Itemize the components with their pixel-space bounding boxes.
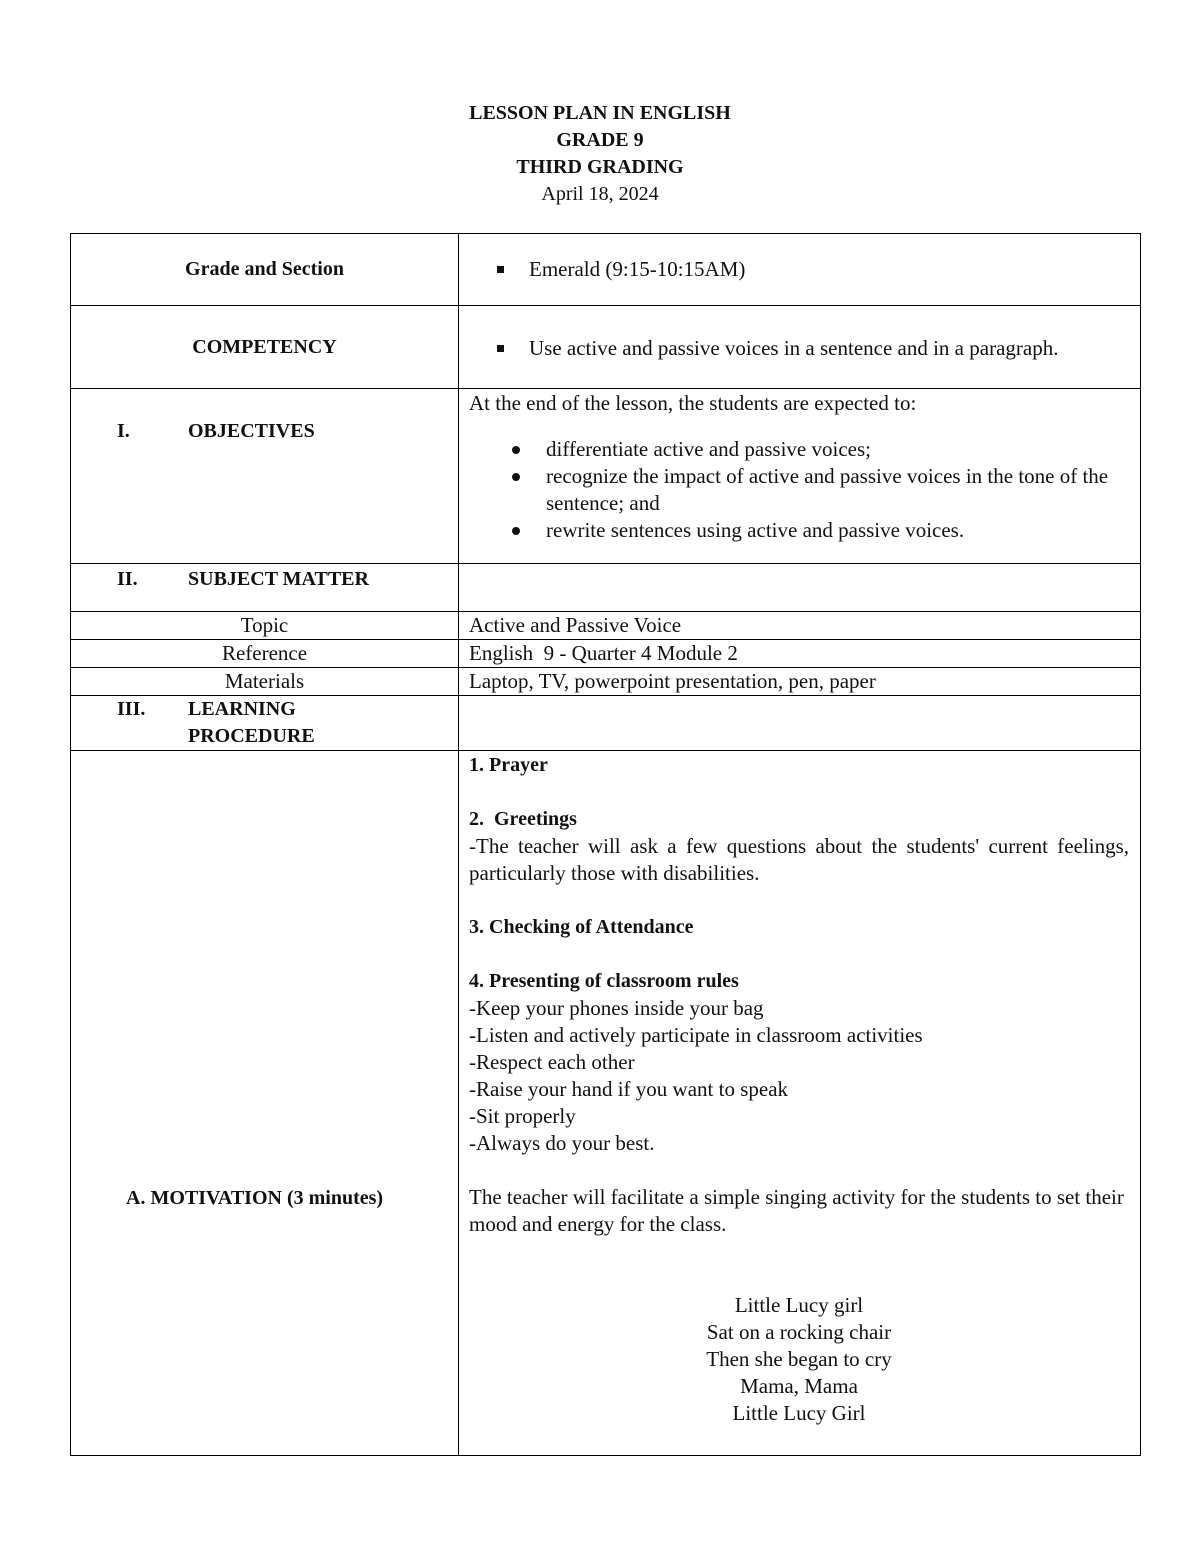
rule-item: -Respect each other (469, 1050, 635, 1074)
objective-item: differentiate active and passive voices; (459, 436, 1129, 463)
activity-text: The teacher will facilitate a simple singing activity for the students to set their mood and energy for the class. (469, 1185, 1124, 1236)
row-learning-procedure (71, 696, 1141, 751)
rule-item: -Listen and actively participate in classroom activities (469, 1023, 923, 1047)
competency-value: Use active and passive voices in a sentence and in a paragraph. (459, 335, 1129, 362)
song-line: Little Lucy girl (734, 1293, 864, 1317)
materials-label: Materials (71, 668, 459, 696)
reference-value: English 9 - Quarter 4 Module 2 (459, 640, 1141, 668)
row-reference (71, 640, 1141, 668)
document-header (0, 100, 1200, 208)
materials-value: Laptop, TV, powerpoint presentation, pen, paper (459, 668, 1141, 696)
competency-label: COMPETENCY (192, 336, 337, 358)
objectives-list (459, 436, 1129, 544)
grade-section-label: Grade and Section (185, 258, 344, 280)
topic-value: Active and Passive Voice (459, 612, 1141, 640)
song-line: Then she began to cry (706, 1347, 892, 1371)
objectives-intro: At the end of the lesson, the students are expected to: (469, 391, 917, 415)
grade-section-value: Emerald (9:15-10:15AM) (459, 256, 1140, 283)
lesson-plan-table (70, 233, 1141, 1456)
doc-date: April 18, 2024 (541, 183, 659, 205)
objective-item: rewrite sentences using active and passive voices. (459, 517, 1129, 544)
competency-list (459, 306, 1140, 362)
doc-title: LESSON PLAN IN ENGLISH (469, 102, 731, 124)
doc-grade: GRADE 9 (556, 129, 644, 151)
greetings-text: -The teacher will ask a few questions about the students' current feelings, particularly those with disabilities. (469, 834, 1129, 885)
attendance-heading: 3. Checking of Attendance (469, 916, 694, 938)
objectives-number: I. (117, 420, 130, 442)
objectives-label: OBJECTIVES (188, 420, 315, 442)
rules-heading: 4. Presenting of classroom rules (469, 970, 739, 992)
greetings-heading: 2. Greetings (469, 808, 577, 830)
subject-matter-number: II. (117, 568, 138, 590)
row-topic (71, 612, 1141, 640)
row-grade-section (71, 234, 1141, 306)
rule-item: -Sit properly (469, 1104, 576, 1128)
song-line: Little Lucy Girl (732, 1401, 866, 1425)
grade-section-list (459, 256, 1140, 283)
learning-procedure-label-1: LEARNING (188, 698, 296, 720)
objective-item: recognize the impact of active and passive voices in the tone of the sentence; and (459, 463, 1129, 517)
objectives-heading (71, 389, 458, 445)
song-line: Sat on a rocking chair (706, 1320, 892, 1344)
row-objectives (71, 389, 1141, 564)
learning-procedure-number: III. (117, 698, 146, 720)
subject-matter-heading (71, 564, 458, 593)
topic-label: Topic (71, 612, 459, 640)
row-motivation (71, 751, 1141, 1456)
prayer-heading: 1. Prayer (469, 754, 548, 776)
row-materials (71, 668, 1141, 696)
row-subject-matter (71, 564, 1141, 612)
row-competency (71, 306, 1141, 389)
subject-matter-label: SUBJECT MATTER (188, 568, 369, 590)
learning-procedure-label-2: PROCEDURE (188, 725, 315, 747)
reference-label: Reference (71, 640, 459, 668)
learning-procedure-heading (71, 696, 458, 750)
rule-item: -Always do your best. (469, 1131, 655, 1155)
motivation-label: A. MOTIVATION (3 minutes) (126, 1187, 384, 1209)
doc-grading: THIRD GRADING (516, 156, 684, 178)
song-line: Mama, Mama (740, 1374, 858, 1398)
song-lyrics (469, 1292, 1129, 1427)
rule-item: -Keep your phones inside your bag (469, 996, 764, 1020)
rule-item: -Raise your hand if you want to speak (469, 1077, 789, 1101)
